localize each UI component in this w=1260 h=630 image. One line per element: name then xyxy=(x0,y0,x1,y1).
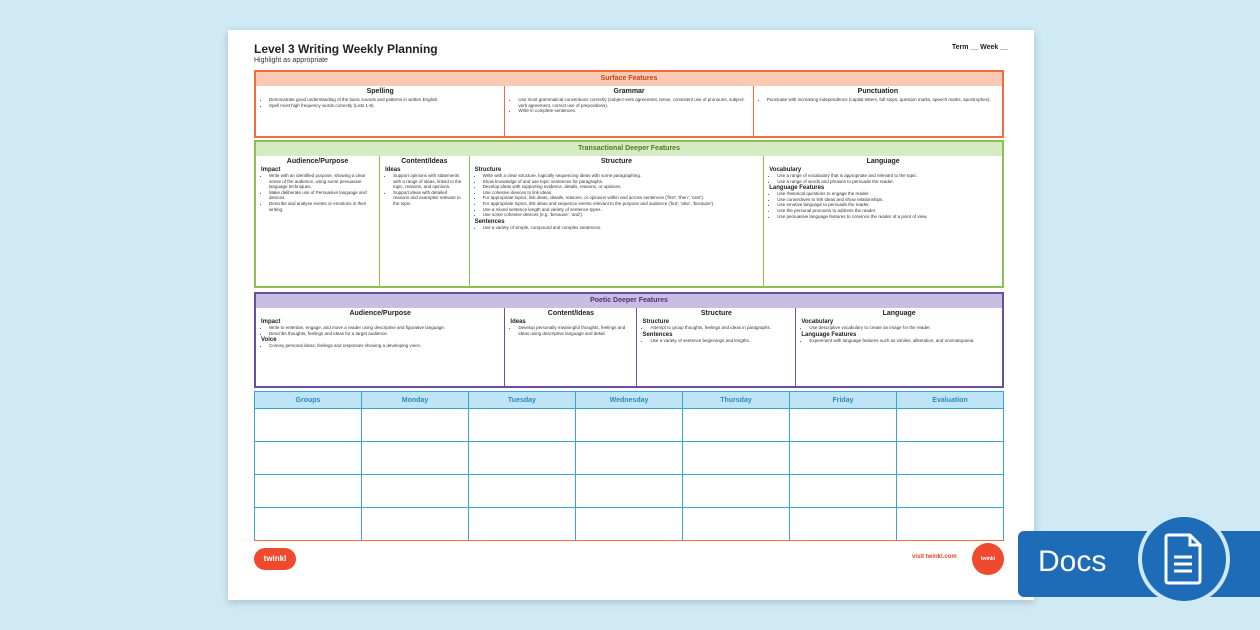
list-item: • Use a mixed sentence length and variety of sentence types. xyxy=(483,207,759,213)
table-cell xyxy=(683,442,790,475)
bullet-list xyxy=(261,173,374,212)
weekly-schedule-table xyxy=(254,391,1004,541)
subheading: Ideas xyxy=(510,319,526,325)
table-cell xyxy=(576,409,683,442)
bullet-list xyxy=(769,173,997,184)
evaluation-header: Evaluation xyxy=(897,392,1004,409)
subheading: Structure xyxy=(642,319,670,325)
page-title: Level 3 Writing Weekly Planning xyxy=(254,42,438,56)
twinkl-logo: twinkl xyxy=(254,548,296,570)
page-subtitle: Highlight as appropriate xyxy=(254,57,328,64)
subheading: Impact xyxy=(261,319,281,325)
column-title: Spelling xyxy=(366,88,394,95)
bullet-list xyxy=(642,338,790,344)
structure-column xyxy=(636,308,795,386)
subheading: Sentences xyxy=(642,331,673,338)
bullet-list xyxy=(769,191,997,219)
table-cell xyxy=(897,475,1004,508)
bullet-list xyxy=(510,97,747,114)
column-title: Punctuation xyxy=(857,88,899,95)
wednesday-header: Wednesday xyxy=(576,392,683,409)
table-cell xyxy=(469,475,576,508)
subheading: Vocabulary xyxy=(801,319,834,325)
list-item: • Convey personal ideas, feelings and responses showing a developing voice. xyxy=(269,343,499,349)
table-cell xyxy=(897,442,1004,475)
bullet-list xyxy=(475,173,759,218)
column-title: Structure xyxy=(600,158,632,165)
table-cell xyxy=(362,508,469,541)
list-item: • Use descriptive vocabulary to create an image for the reader. xyxy=(809,325,997,331)
structure-column xyxy=(469,156,764,286)
bullet-list xyxy=(801,338,997,344)
table-cell xyxy=(897,508,1004,541)
surface-features-section xyxy=(254,70,1004,138)
list-item: • For appropriate topics, link ideas, details, reasons, or opinions within and across sentences ('first', 'then', 'next'). xyxy=(483,195,759,201)
bullet-list xyxy=(642,325,790,331)
footer-url[interactable]: visit twinkl.com xyxy=(912,554,957,560)
table-cell xyxy=(683,475,790,508)
docs-label: Docs xyxy=(1038,545,1107,578)
subheading: Vocabulary xyxy=(769,167,802,173)
table-cell xyxy=(469,409,576,442)
transactional-features-section xyxy=(254,140,1004,288)
table-cell xyxy=(362,442,469,475)
list-item: • Write to entertain, engage, and move a reader using descriptive and figurative language. xyxy=(269,325,499,331)
table-row xyxy=(255,475,1004,508)
bullet-list xyxy=(261,343,499,349)
table-cell xyxy=(683,508,790,541)
language-column xyxy=(795,308,1002,386)
schedule-header-row xyxy=(255,392,1004,409)
table-cell xyxy=(576,475,683,508)
table-cell xyxy=(362,475,469,508)
subheading: Sentences xyxy=(474,218,505,225)
bullet-list xyxy=(475,225,759,231)
list-item: • Describe and analyse events or emotions in their writing. xyxy=(269,201,374,212)
table-cell xyxy=(469,508,576,541)
term-week: Term __ Week __ xyxy=(951,44,1008,51)
table-cell xyxy=(790,409,897,442)
section-heading: Surface Features xyxy=(256,72,1002,86)
spelling-column xyxy=(256,86,504,136)
table-cell xyxy=(255,442,362,475)
audience-column xyxy=(256,308,504,386)
thursday-header: Thursday xyxy=(683,392,790,409)
bullet-list xyxy=(759,97,997,103)
column-title: Structure xyxy=(700,310,732,317)
list-item: • Write with an identified purpose, showing a clear sense of the audience, using some persuasive language techniques. xyxy=(269,173,374,190)
subheading: Impact xyxy=(261,167,281,173)
table-cell xyxy=(255,508,362,541)
grammar-column xyxy=(504,86,752,136)
friday-header: Friday xyxy=(790,392,897,409)
planning-sheet xyxy=(228,30,1034,600)
bullet-list xyxy=(261,97,499,108)
subheading: Voice xyxy=(261,337,277,344)
list-item: • Make deliberate use of Persuasive language and devices. xyxy=(269,190,374,201)
content-column xyxy=(379,156,469,286)
bullet-list xyxy=(510,325,631,336)
list-item: • Experiment with language features such as similes, alliteration, and onomatopoeia. xyxy=(809,338,997,344)
list-item: • Use the personal pronouns to address the reader. xyxy=(777,208,997,214)
bullet-list xyxy=(385,173,464,207)
document-icon-circle xyxy=(1138,513,1230,605)
language-column xyxy=(763,156,1002,286)
table-cell xyxy=(469,442,576,475)
table-cell xyxy=(790,508,897,541)
table-cell xyxy=(790,442,897,475)
list-item: • Punctuate with increasing independence (capital letters, full stops, question marks, speech marks, apostrophes). xyxy=(767,97,997,103)
twinkl-badge: twinkl xyxy=(972,543,1004,575)
table-row xyxy=(255,508,1004,541)
list-item: • Use rhetorical questions to engage the reader. xyxy=(777,191,997,197)
list-item: • Use some cohesive devices (e.g. 'because', 'and'). xyxy=(483,212,759,218)
list-item: • Support opinions with statements with a range of ideas, linked to the topic, reasons, and opinions. xyxy=(393,173,464,190)
list-item: • Use emotive language to persuade the reader. xyxy=(777,202,997,208)
column-title: Language xyxy=(866,158,900,165)
column-title: Content/Ideas xyxy=(547,310,595,317)
list-item: • Demonstrate good understanding of the basic sounds and patterns in written English. xyxy=(269,97,499,103)
list-item: • Use a range of vocabulary that is appropriate and relevant to the topic. xyxy=(777,173,997,179)
table-cell xyxy=(576,442,683,475)
docs-badge xyxy=(1018,531,1260,597)
table-row xyxy=(255,409,1004,442)
table-cell xyxy=(683,409,790,442)
list-item: • Develop personally meaningful thoughts, feelings and ideas using descriptive language and detail. xyxy=(518,325,631,336)
list-item: • Write in complete sentences. xyxy=(518,108,747,114)
list-item: • Spell most high frequency words correctly (Lists 1-6). xyxy=(269,103,499,109)
list-item: • Use a variety of sentence beginnings and lengths. xyxy=(650,338,790,344)
poetic-features-section xyxy=(254,292,1004,388)
subheading: Ideas xyxy=(385,167,401,173)
punctuation-column xyxy=(753,86,1002,136)
column-title: Language xyxy=(882,310,916,317)
list-item: • Use a range of words and phrases to persuade the reader. xyxy=(777,179,997,185)
content-column xyxy=(504,308,636,386)
table-cell xyxy=(255,409,362,442)
column-title: Audience/Purpose xyxy=(286,158,349,165)
audience-column xyxy=(256,156,379,286)
table-row xyxy=(255,442,1004,475)
section-heading: Poetic Deeper Features xyxy=(256,294,1002,308)
list-item: • Use most grammatical conventions correctly (subject-verb agreement, tense, consistent use of pronouns, subject-verb agreement, correct use of prepositions). xyxy=(518,97,747,108)
table-cell xyxy=(255,475,362,508)
list-item: • Develop ideas with supporting evidence, details, reasons, or opinions. xyxy=(483,184,759,190)
list-item: • Show knowledge of and use topic sentences for paragraphs. xyxy=(483,179,759,185)
table-cell xyxy=(362,409,469,442)
list-item: • Write with a clear structure, logically sequencing ideas with some paragraphing. xyxy=(483,173,759,179)
groups-header: Groups xyxy=(255,392,362,409)
subheading: Language Features xyxy=(801,331,857,338)
list-item: • For appropriate topics, link ideas and sequence events relevant to the purpose and audience ('but', 'also', 'because'). xyxy=(483,201,759,207)
subheading: Language Features xyxy=(769,185,825,192)
list-item: • Attempt to group thoughts, feelings and ideas in paragraphs. xyxy=(650,325,790,331)
column-title: Content/Ideas xyxy=(401,158,448,165)
footer-divider xyxy=(254,540,1004,541)
document-icon xyxy=(1164,533,1204,585)
section-heading: Transactional Deeper Features xyxy=(256,142,1002,156)
list-item: • Use a variety of simple, compound and complex sentences. xyxy=(483,225,759,231)
column-title: Audience/Purpose xyxy=(349,310,411,317)
list-item: • Describe thoughts, feelings and ideas for a target audience. xyxy=(269,331,499,337)
list-item: • Use connectives to link ideas and show relationships. xyxy=(777,197,997,203)
bullet-list xyxy=(801,325,997,331)
tuesday-header: Tuesday xyxy=(469,392,576,409)
bullet-list xyxy=(261,325,499,336)
list-item: • Use cohesive devices to link ideas. xyxy=(483,190,759,196)
list-item: • Use persuasive language features to convince the reader of a point of view. xyxy=(777,214,997,220)
column-title: Grammar xyxy=(613,88,645,95)
table-cell xyxy=(576,508,683,541)
subheading: Structure xyxy=(474,167,502,173)
table-cell xyxy=(790,475,897,508)
table-cell xyxy=(897,409,1004,442)
list-item: • Support ideas with detailed reasons and examples relevant to the topic. xyxy=(393,190,464,207)
monday-header: Monday xyxy=(362,392,469,409)
